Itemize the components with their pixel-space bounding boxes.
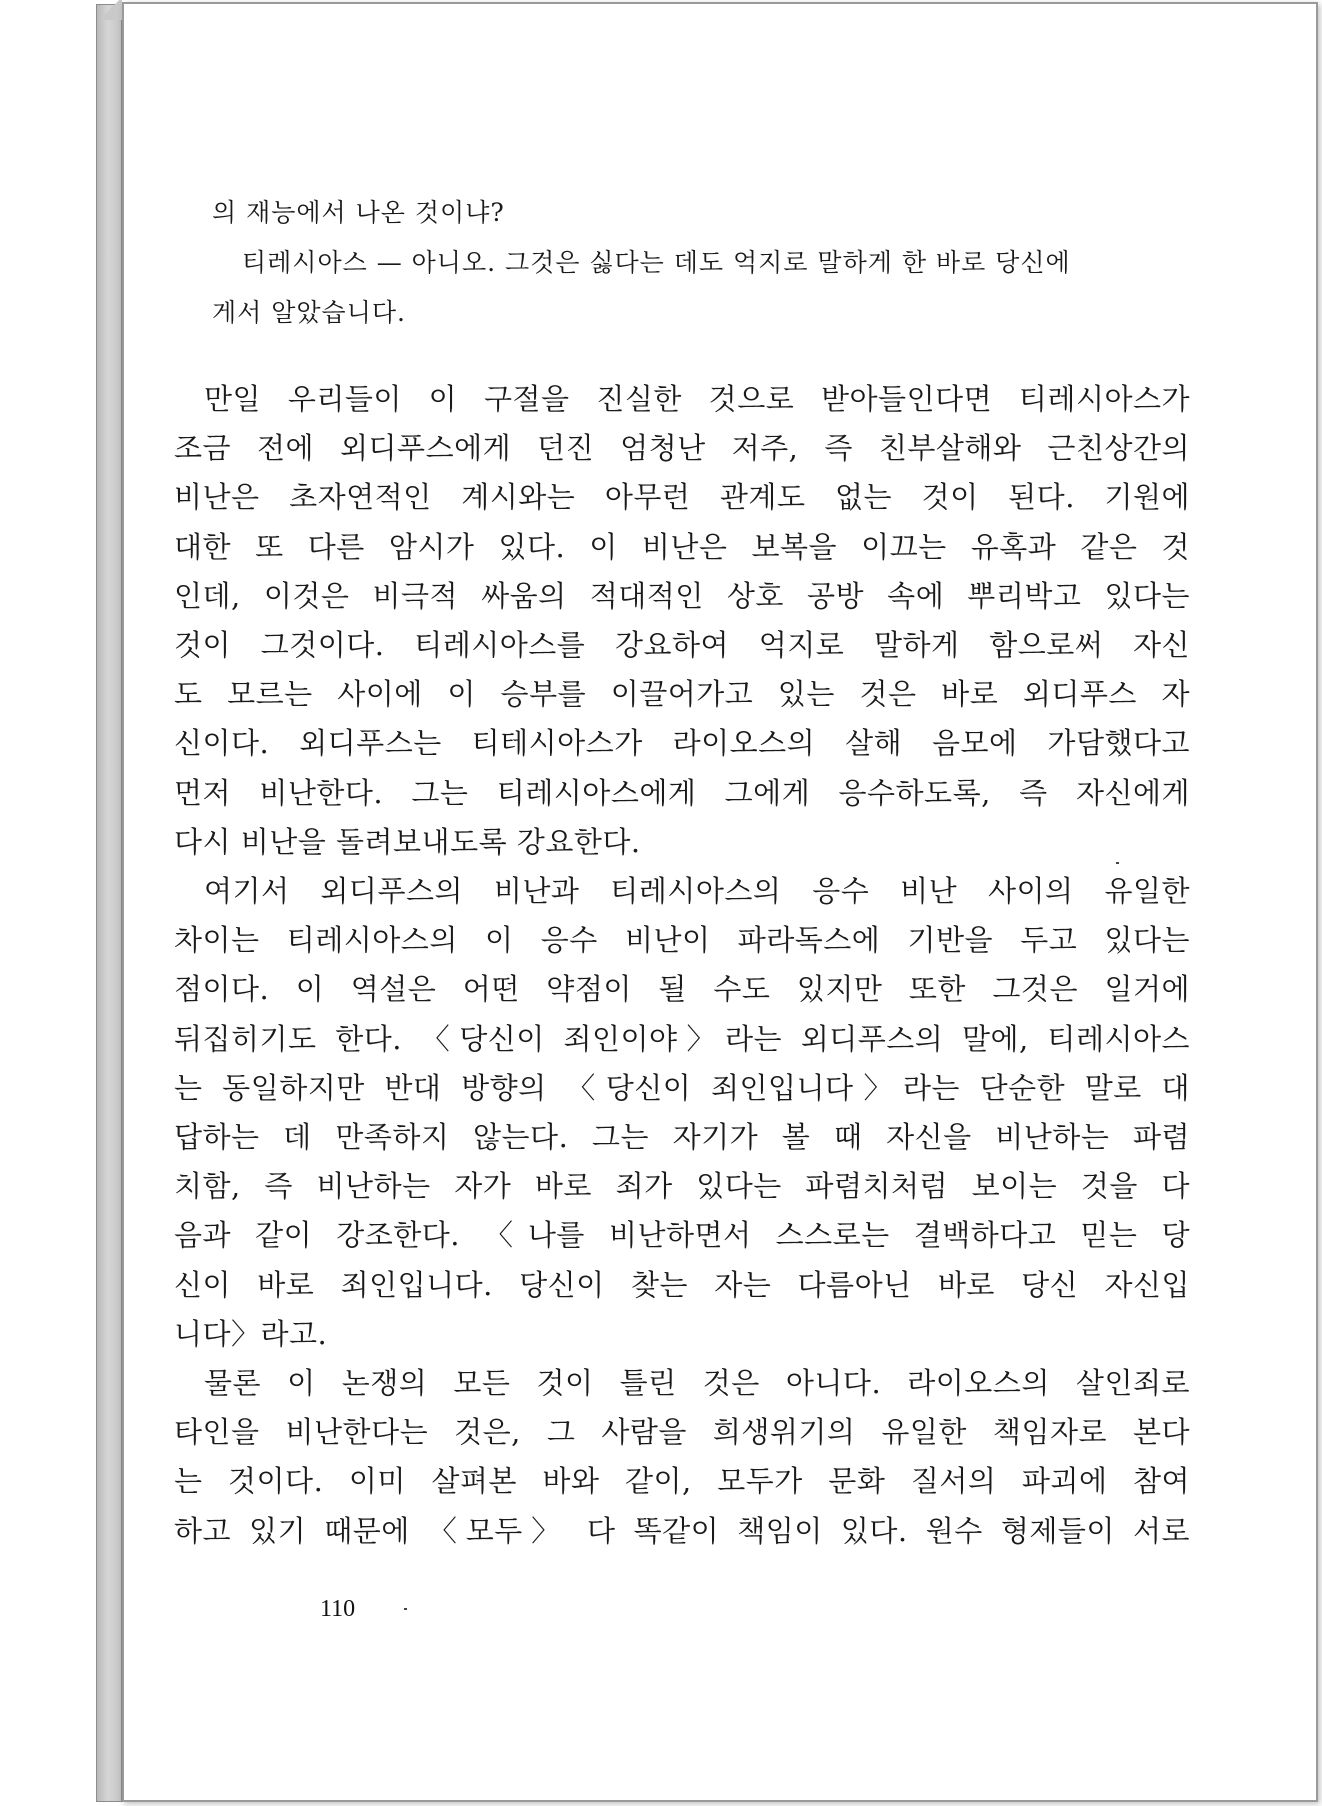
paragraph-line: 하고 있기 때문에 〈모두〉 다 똑같이 책임이 있다. 원수 형제들이 서로	[174, 1513, 1190, 1548]
paragraph-line: 여기서 외디푸스의 비난과 티레시아스의 응수 비난 사이의 유일한	[204, 874, 1190, 909]
paragraph-line: 신이 바로 죄인입니다. 당신이 찾는 자는 다름아닌 바로 당신 자신입	[174, 1267, 1190, 1302]
paragraph-line: 점이다. 이 역설은 어떤 약점이 될 수도 있지만 또한 그것은 일거에	[174, 972, 1190, 1007]
book-spine-edge	[96, 4, 122, 1802]
paragraph-1	[174, 375, 1190, 867]
paragraph-line: 만일 우리들이 이 구절을 진실한 것으로 받아들인다면 티레시아스가	[204, 382, 1190, 416]
section-gap	[174, 338, 1190, 375]
quote-line: 게서 알았습니다.	[212, 298, 406, 327]
paragraph-2	[174, 867, 1190, 1359]
dialogue-quote	[174, 188, 1182, 338]
paragraph-line: 답하는 데 만족하지 않는다. 그는 자기가 볼 때 자신을 비난하는 파렴	[174, 1120, 1190, 1155]
print-speck	[1116, 862, 1119, 864]
paragraph-line: 음과 같이 강조한다. 〈나를 비난하면서 스스로는 결백하다고 믿는 당	[174, 1218, 1190, 1253]
paragraph-3	[174, 1359, 1190, 1556]
paragraph-line: 니다〉라고.	[174, 1316, 328, 1351]
paragraph-line: 신이다. 외디푸스는 티테시아스가 라이오스의 살해 음모에 가담했다고	[174, 726, 1190, 761]
paragraph-line: 타인을 비난한다는 것은, 그 사람을 희생위기의 유일한 책임자로 본다	[174, 1415, 1190, 1450]
book-spine-corner	[96, 0, 122, 20]
page-text-block	[174, 188, 1190, 1556]
quote-line: 의 재능에서 나온 것이냐?	[212, 198, 505, 227]
paragraph-line: 조금 전에 외디푸스에게 던진 엄청난 저주, 즉 친부살해와 근친상간의	[174, 431, 1190, 466]
paragraph-line: 것이 그것이다. 티레시아스를 강요하여 억지로 말하게 함으로써 자신	[174, 628, 1190, 663]
page-number: 110	[320, 1596, 356, 1622]
paragraph-line: 대한 또 다른 암시가 있다. 이 비난은 보복을 이끄는 유혹과 같은 것	[174, 529, 1190, 564]
paragraph-line: 인데, 이것은 비극적 싸움의 적대적인 상호 공방 속에 뿌리박고 있다는	[174, 578, 1190, 613]
paragraph-line: 치함, 즉 비난하는 자가 바로 죄가 있다는 파렴치처럼 보이는 것을 다	[174, 1169, 1190, 1204]
paragraph-line: 는 동일하지만 반대 방향의 〈당신이 죄인입니다〉라는 단순한 말로 대	[174, 1070, 1190, 1105]
paragraph-line: 도 모르는 사이에 이 승부를 이끌어가고 있는 것은 바로 외디푸스 자	[174, 677, 1190, 712]
paragraph-line: 차이는 티레시아스의 이 응수 비난이 파라독스에 기반을 두고 있다는	[174, 923, 1190, 958]
paragraph-line: 물론 이 논쟁의 모든 것이 틀린 것은 아니다. 라이오스의 살인죄로	[204, 1366, 1190, 1401]
paragraph-line: 뒤집히기도 한다. 〈당신이 죄인이야〉라는 외디푸스의 말에, 티레시아스	[174, 1021, 1190, 1056]
paragraph-line: 비난은 초자연적인 계시와는 아무런 관계도 없는 것이 된다. 기원에	[174, 480, 1190, 515]
paragraph-line: 다시 비난을 돌려보내도록 강요한다.	[174, 824, 641, 859]
print-speck	[404, 1608, 407, 1610]
quote-line: 티레시아스 — 아니오. 그것은 싫다는 데도 억지로 말하게 한 바로 당신에	[242, 248, 1071, 277]
paragraph-line: 는 것이다. 이미 살펴본 바와 같이, 모두가 문화 질서의 파괴에 참여	[174, 1464, 1190, 1499]
paragraph-line: 먼저 비난한다. 그는 티레시아스에게 그에게 응수하도록, 즉 자신에게	[174, 775, 1190, 810]
